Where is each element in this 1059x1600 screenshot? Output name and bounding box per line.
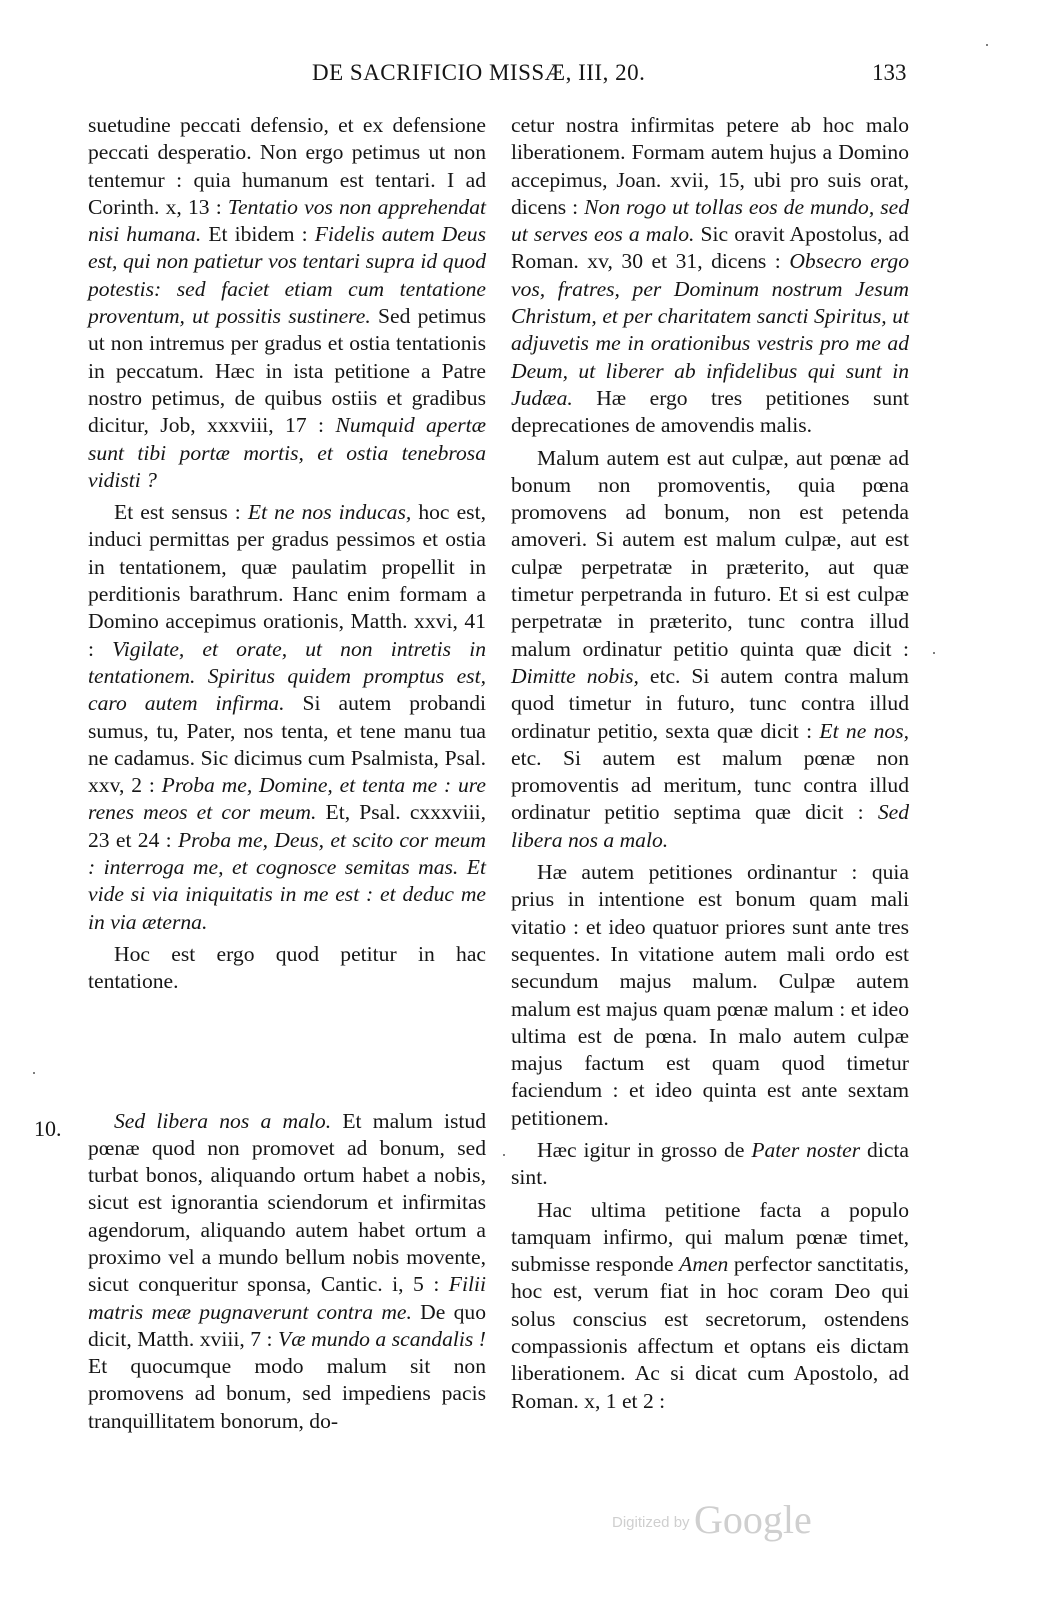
paragraph [511,112,909,440]
text-run: Et quocumque modo malum sit non promovens ad bonum, sed impediens pacis tranquillitatem bonorum, do- [88,1354,486,1433]
text-run: Hac ultima petitione facta a populo tamquam infirmo, qui malum pœnæ timet, submisse responde [511,1197,909,1277]
text-run: Hoc est ergo quod petitur in hac tentatione. [88,941,486,994]
italic-quotation: Et ne nos, [819,718,909,743]
italic-quotation: Amen [679,1252,729,1277]
text-run: etc. Si autem contra malum quod timetur in futuro, tunc contra illud ordinatur petitio, sexta quæ dicit : [511,663,909,743]
paragraph [88,941,486,996]
italic-quotation: Tentatio vos non apprehendat nisi humana. [88,194,487,247]
text-run: Et malum istud pœnæ quod non promovet ad bonum, sed turbat bonos, aliquando ortum habet a nobis, sicut est ignorantia sciendorum et infirmitas agendorum, aliquando autem habet ortum a proximo vel a mundo bellum nobis movente, sicut conqueritur sponsa, Cantic. i, 5 : [88,1108,486,1297]
page-number: 133 [872,60,907,85]
paragraph [511,1197,909,1415]
text-run: Hæ autem petitiones ordinantur : quia prius in intentione est bonum quam mali vitatio : et ideo quatuor priores sunt ante tres sequentes. In vitatione autem mali ordo est secundum majus malum. Culpæ autem malum est majus quam pœnæ malum : et ideo ultima est de pœna. In malo autem culpæ majus factum est quam quod timetur faciendum : et ideo quinta est ante sextam petitionem. [511,860,909,1130]
google-logo-text: Google [694,1497,812,1542]
italic-quotation: Pater noster [751,1137,861,1162]
text-run: Et est sensus : [114,500,248,525]
right-text-column [511,112,909,1415]
digitized-watermark [612,1496,812,1543]
paragraph [511,1137,909,1192]
italic-quotation: Non rogo ut tollas eos de mundo, sed ut serves eos a malo. [511,194,910,247]
watermark-prefix: Digitized by [612,1514,690,1531]
paragraph [88,1108,486,1436]
left-text-column [88,112,486,1435]
section-number: 10. [34,1116,62,1141]
italic-quotation: Obsecro ergo vos, fratres, per Dominum nostrum Jesum Christum, et per charitatem sancti Spiritus, ut adjuvetis me in orationibus vestris pro me ad Deum, ut liberer ab infidelibus qui sunt in Judæa. [511,249,909,410]
speck [503,1154,505,1156]
italic-quotation: Proba me, Domine, et tenta me : ure renes meos et cor meum. [88,773,486,825]
running-header [0,60,1059,92]
text-run: cetur nostra infirmitas petere ab hoc malo liberationem. Formam autem hujus a Domino accepimus, Joan. xvii, 15, ubi pro suis orat, dicens : [511,113,909,219]
paragraph [511,859,909,1132]
text-run: Et, Psal. cxxxviii, 23 et 24 : [88,800,486,852]
speck [986,44,988,46]
text-run: Et ibidem : [201,222,315,247]
text-run: suetudine peccati defensio, et ex defensione peccati desperatio. Non ergo petimus ut non tentemur : quia humanum est tentari. I ad Corinth. x, 13 : [88,113,486,219]
italic-quotation: Proba me, Deus, et scito cor meum : interroga me, et cognosce semitas mas. Et vide si via iniquitatis in me est : et deduc me in via æterna. [88,827,486,934]
text-run: Hæc igitur in grosso de [537,1137,752,1162]
italic-quotation: Filii matris meæ pugnaverunt contra me. [88,1272,486,1324]
italic-quotation: Vigilate, et orate, ut non intretis in tentationem. Spiritus quidem promptus est, caro autem infirma. [88,636,487,716]
text-run: hoc est, induci permittas per gradus pessimos et ostia in tentationem, quæ paulatim propellit in perditionis barathrum. Hanc enim formam a Domino accepimus orationis, Matth. xxvi, 41 : [88,500,486,661]
text-run: Sed petimus ut non intremus per gradus et ostia tentationis in peccatum. Hæc in ista petitione a Patre nostro petimus, de quibus ostiis et gradibus dicitur, Job, xxxviii, 17 : [88,304,486,438]
text-run: Si autem probandi sumus, tu, Pater, nos tenta, et tene manu tua ne cadamus. Sic dicimus cum Psalmista, Psal. xxv, 2 : [88,691,486,798]
italic-quotation: Fidelis autem Deus est, qui non patietur vos tentari supra id quod potestis: sed faciet etiam cum tentatione proventum, ut possitis sustinere. [88,222,487,329]
italic-quotation: Væ mundo a scandalis ! [278,1326,486,1351]
running-title: DE SACRIFICIO MISSÆ, III, 20. [312,60,646,85]
italic-quotation: Et ne nos inducas, [247,500,412,525]
text-run: Hæ ergo tres petitiones sunt deprecationes de amovendis malis. [511,385,909,438]
speck [933,652,935,654]
text-run: De quo dicit, Matth. xviii, 7 : [88,1299,486,1351]
speck [33,1072,35,1074]
paragraph [88,499,486,936]
text-run: perfector sanctitatis, hoc est, verum fiat in hoc coram Deo qui solus conscius est secretorum, ostendens compassionis affectum et optans eis dictam liberationem. Ac si dicat cum Apostolo, ad Roman. x, 1 et 2 : [511,1252,910,1413]
italic-quotation: Numquid apertæ sunt tibi portæ mortis, et ostia tenebrosa vidisti ? [88,413,486,492]
italic-quotation: Sed libera nos a malo. [511,800,909,852]
italic-quotation: Dimitte nobis, [511,663,639,688]
paragraph [88,112,486,494]
paragraph [511,445,909,854]
italic-quotation: Sed libera nos a malo. [114,1108,332,1133]
text-run: Malum autem est aut culpæ, aut pœnæ ad bonum non promoventis, quia pœna promovens ad bonum, non est petenda amoveri. Si autem est malum culpæ, aut est culpæ perpetratæ in præterito, aut quæ timetur perpetranda in futuro. Et si est culpæ perpetratæ in præterito, tunc contra illud malum ordinatur petitio quinta quæ dicit : [511,445,909,661]
text-run: dicta sint. [511,1137,909,1190]
text-run: Sic oravit Apostolus, ad Roman. xv, 30 et 31, dicens : [511,222,909,274]
text-run: etc. Si autem est malum pœnæ non promoventis ad meritum, tunc contra illud ordinatur petitio septima quæ dicit : [511,745,909,825]
